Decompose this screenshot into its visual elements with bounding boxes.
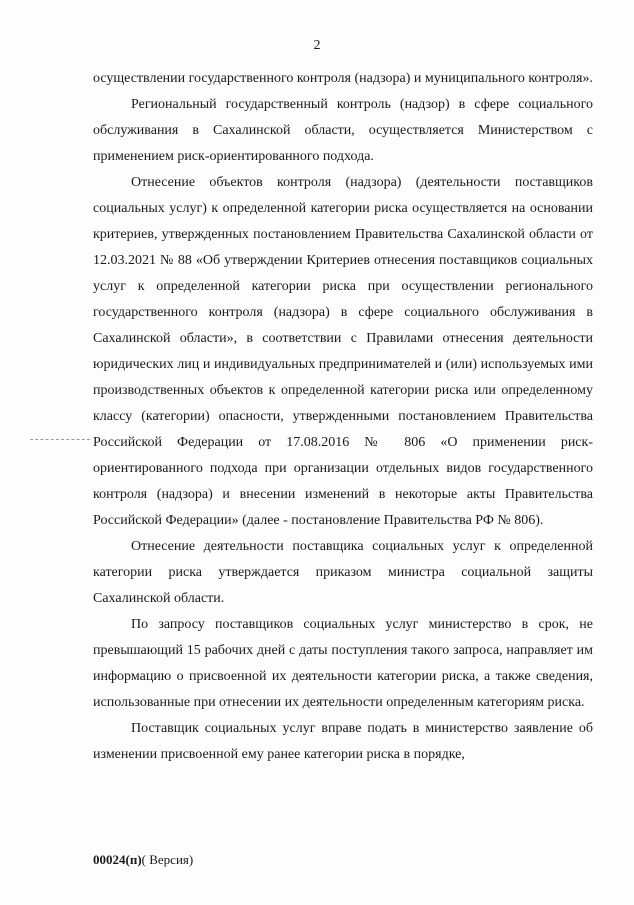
- document-body: [93, 66, 593, 768]
- footer-version: ( Версия): [141, 852, 194, 867]
- paragraph-5: По запросу поставщиков социальных услуг министерство в срок, не превышающий 15 рабочих дней с даты поступления такого запроса, направляет им информацию о присвоенной их деятельности категории риска, а также сведения, использованные при отнесении их деятельности определенным категориям риска.: [93, 617, 593, 710]
- paragraph-6: Поставщик социальных услуг вправе подать в министерство заявление об изменении присвоенной ему ранее категории риска в порядке,: [93, 721, 593, 762]
- scan-artifact-dashes: [30, 439, 90, 440]
- paragraph-3: Отнесение объектов контроля (надзора) (деятельности поставщиков социальных услуг) к определенной категории риска осуществляется на основании критериев, утвержденных постановлением Правительства Сахалинской области от 12.03.2021 № 88 «Об утверждении Критериев отнесения поставщиков социальных услуг к определенной категории риска при осуществлении регионального государственного контроля (надзора) в сфере социального обслуживания в Сахалинской области», в соответствии с Правилами отнесения деятельности юридических лиц и индивидуальных предпринимателей и (или) используемых ими производственных объектов к определенной категории риска или определенному классу (категории) опасности, утвержденными постановлением Правительства Российской Федерации от 17.08.2016 № 806 «О применении риск-ориентированного подхода при организации отдельных видов государственного контроля (надзора) и внесении изменений в некоторые акты Правительства Российской Федерации» (далее - постановление Правительства РФ № 806).: [93, 175, 593, 528]
- page-number: 2: [313, 38, 321, 53]
- paragraph-1: осуществлении государственного контроля (надзора) и муниципального контроля».: [93, 71, 593, 86]
- paragraph-4: Отнесение деятельности поставщика социальных услуг к определенной категории риска утверждается приказом министра социальной защиты Сахалинской области.: [93, 539, 593, 606]
- footer-document-code: [93, 852, 193, 868]
- paragraph-2: Региональный государственный контроль (надзор) в сфере социального обслуживания в Сахалинской области, осуществляется Министерством с применением риск-ориентированного подхода.: [93, 97, 593, 164]
- footer-code: 00024(п): [93, 852, 142, 867]
